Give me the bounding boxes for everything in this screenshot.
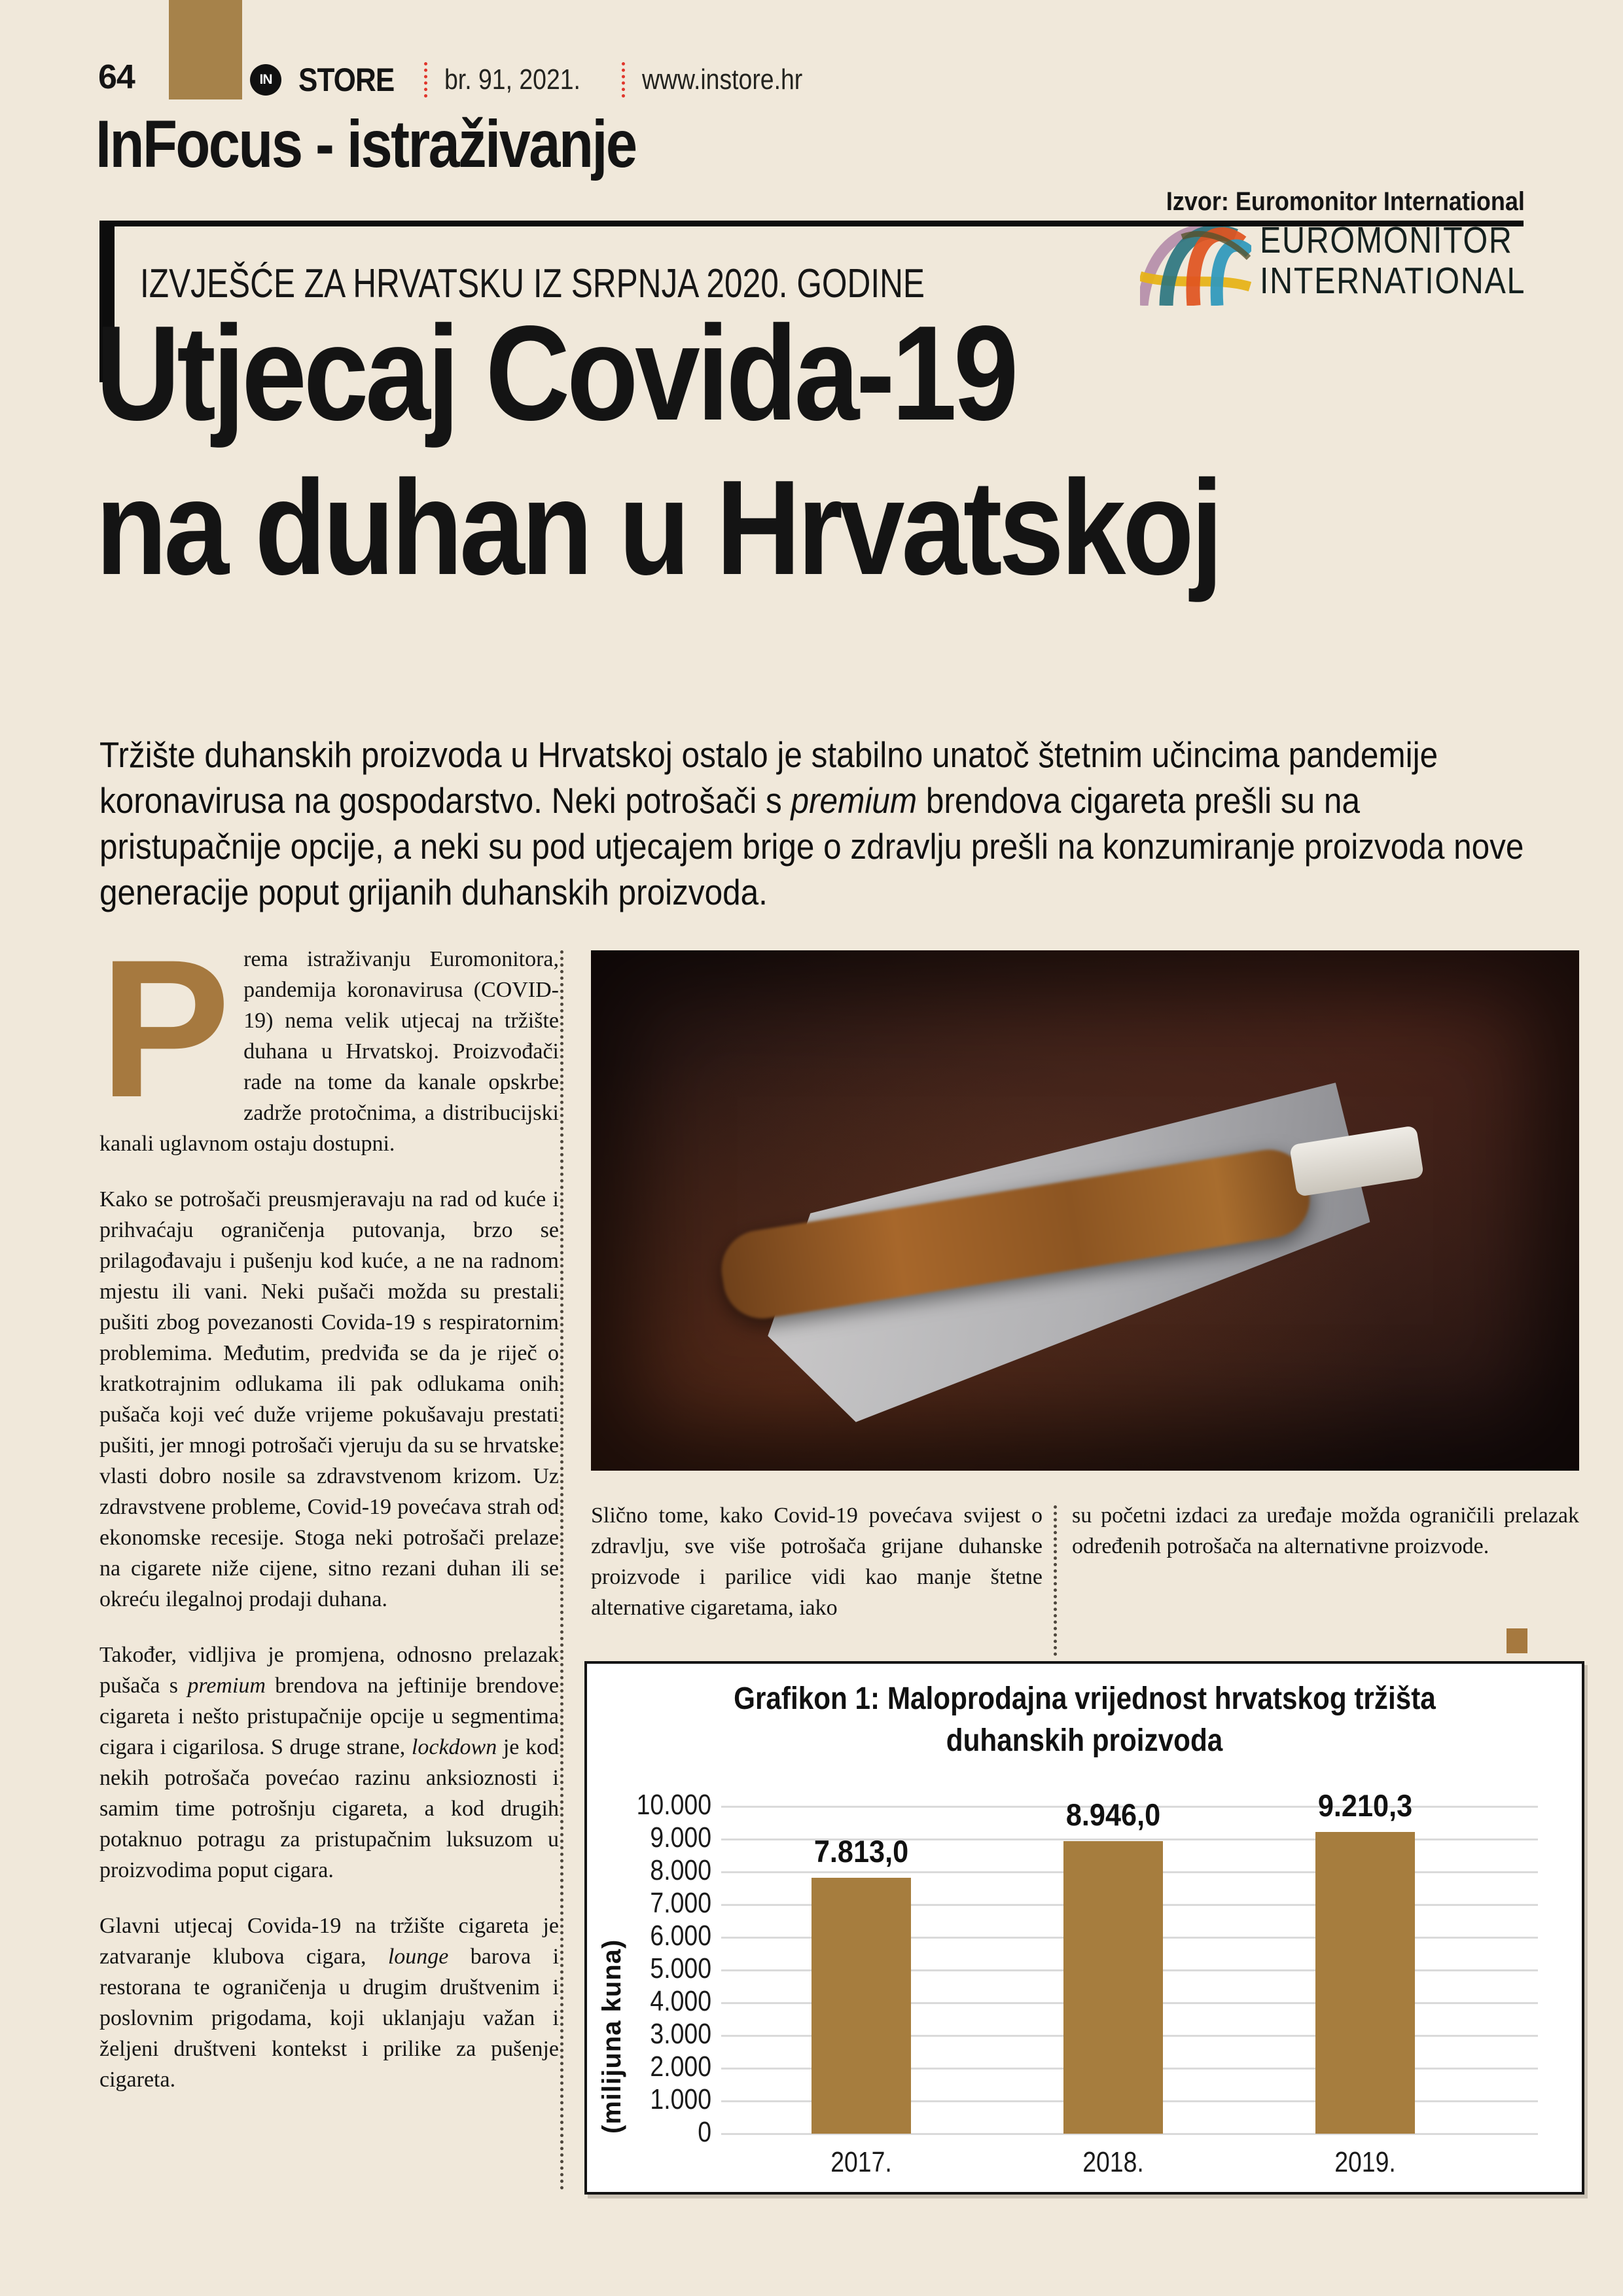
issue-label: br. 91, 2021. [444,63,581,96]
paragraph-text: barova i restorana te ograničenja u drugim društvenim i poslovnim prigodama, koji uklanjaju važan i željeni društveni kontekst i prilike za pušenje cigareta. [99,1945,560,2092]
page-number: 64 [98,58,135,96]
paragraph-italic: premium [187,1674,266,1698]
chart-value-label: 9.210,3 [1317,1788,1413,1823]
source-note: Izvor: Euromonitor International [1166,187,1525,216]
kicker: IZVJEŠĆE ZA HRVATSKU IZ SRPNJA 2020. GODINE [140,261,925,306]
body-column-1 [99,918,560,2120]
section-title: InFocus - istraživanje [96,107,636,181]
chart-bar [1315,1832,1415,2134]
lead-text: brendova cigareta prešli su na pristupačnije opcije, a neki su pod utjecajem brige o zdravlju prešli na konzumiranje proizvoda nove generacije poput grijanih duhanskih proizvoda. [99,780,1524,912]
paragraph-text: rema istraživanju Euromonitora, pandemija koronavirusa (COVID-19) nema velik utjecaj na tržište duhana u Hrvatskoj. Proizvođači rade na tome da kanale opskrbe zadrže protočnima, a distribucijski kanali uglavnom ostaju dostupni. [99,947,559,1156]
chart-value-label: 7.813,0 [813,1834,909,1869]
article-column-3 [1072,1500,1579,1562]
masthead [250,60,831,99]
chart-ytick: 8.000 [650,1854,711,1886]
lead-text: Tržište duhanskih proizvoda u Hrvatskoj ostalo je stabilno unatoč štetnim učincima pandemije koronavirusa na gospodarstvo. Neki potrošači s [99,734,1438,821]
paragraph-text: je kod nekih potrošača povećao razinu anksioznosti i samim time potrošnju cigareta, a kod drugih potaknuo potragu za pristupačnim luksuzom u proizvodima poput cigara. [99,1735,560,1882]
instore-logo-icon [250,64,281,96]
column-divider [1054,1505,1057,1656]
chart-ytick: 9.000 [650,1821,711,1854]
dotted-separator-icon [424,62,427,98]
paragraph-italic: lockdown [411,1735,497,1759]
article-title: Utjecaj Covida-19 na duhan u Hrvatskoj [96,298,1220,603]
article-photo [591,950,1579,1471]
paragraph-text: Glavni utjecaj Covida-19 na tržište cigareta je zatvaranje klubova cigara, [99,1914,559,1969]
article-column-2 [591,1500,1043,1623]
chart-y-axis-title: (milijuna kuna) [597,1939,626,2134]
chart-xtick: 2018. [1082,2146,1144,2178]
paragraph: Kako se potrošači preusmjeravaju na rad od kuće i prihvaćaju ograničenja putovanja, brzo se prilagođavaju i pušenju kod kuće, a ne na radnom mjestu ili vani. Neki pušači možda su prestali pušiti zbog povezanosti Covida-19 s respiratornim problemima. Međutim, predviđa se da je riječ o kratkotrajnim odlukama ili pak odlukama onih pušača koji već duže vrijeme pokušavaju prestati pušiti, jer mnogi potrošači vjeruju da su se hrvatske vlasti dobro nosile sa zdravstvenom krizom. Uz zdravstvene probleme, Covid-19 povećava strah od ekonomske recesije. Stoga neki potrošači prelaze na cigarete niže cijene, sitno rezani duhan ili se okreću ilegalnoj prodaji duhana. [99,1187,559,1611]
site-label: www.instore.hr [642,63,803,96]
chart-title-line1: Grafikon 1: Maloprodajna vrijednost hrvatskog tržišta [733,1681,1436,1716]
chart-ytick: 0 [698,2116,711,2148]
euromonitor-logo-arches-icon [1140,211,1251,306]
chart-title-line2: duhanskih proizvoda [946,1723,1223,1758]
chart-value-label: 8.946,0 [1065,1797,1161,1832]
paragraph [99,1910,559,2095]
chart-ytick: 6.000 [650,1920,711,1952]
paragraph-italic: lounge [387,1945,449,1969]
dotted-separator-icon [622,62,625,98]
masthead-brand: STORE [298,62,395,98]
paragraph: su početni izdaci za uređaje možda ograničili prelazak određenih potrošača na alternativne proizvode. [1072,1503,1579,1558]
chart-bar [812,1878,911,2134]
chart-ytick: 5.000 [650,1952,711,1984]
paragraph-text: Također, vidljiva je promjena, odnosno prelazak pušača s [99,1643,559,1698]
paragraph [99,1640,559,1886]
column-divider [560,950,563,2191]
paragraph [99,918,559,1159]
end-of-article-marker [1507,1628,1527,1653]
euromonitor-logo-text: EUROMONITOR INTERNATIONAL [1260,219,1526,302]
chart-bar [1063,1841,1163,2134]
paragraph-text: brendova na jeftinije brendove cigareta i nešto pristupačnije opcije u segmentima cigara i cigarilosa. S druge strane, [99,1674,559,1759]
chart-xtick: 2019. [1334,2146,1396,2178]
lead-italic: premium [791,780,918,821]
chart-ytick: 2.000 [650,2051,711,2083]
chart-ytick: 4.000 [650,1985,711,2017]
masthead-accent-block [169,0,242,99]
paragraph: Slično tome, kako Covid-19 povećava svijest o zdravlju, sve više potrošača grijane duhanske proizvode i parilice vidi kao manje štetne alternative cigaretama, iako [591,1503,1043,1620]
chart-xtick: 2017. [830,2146,892,2178]
instore-badge-label: IN [259,72,272,87]
chart-ytick: 1.000 [650,2083,711,2115]
article-lead [99,732,1525,915]
drop-cap: P [99,918,231,1138]
chart-box [584,1661,1584,2195]
chart-ytick: 3.000 [650,2018,711,2050]
chart-ytick: 7.000 [650,1887,711,1919]
chart-ytick: 10.000 [636,1789,711,1821]
